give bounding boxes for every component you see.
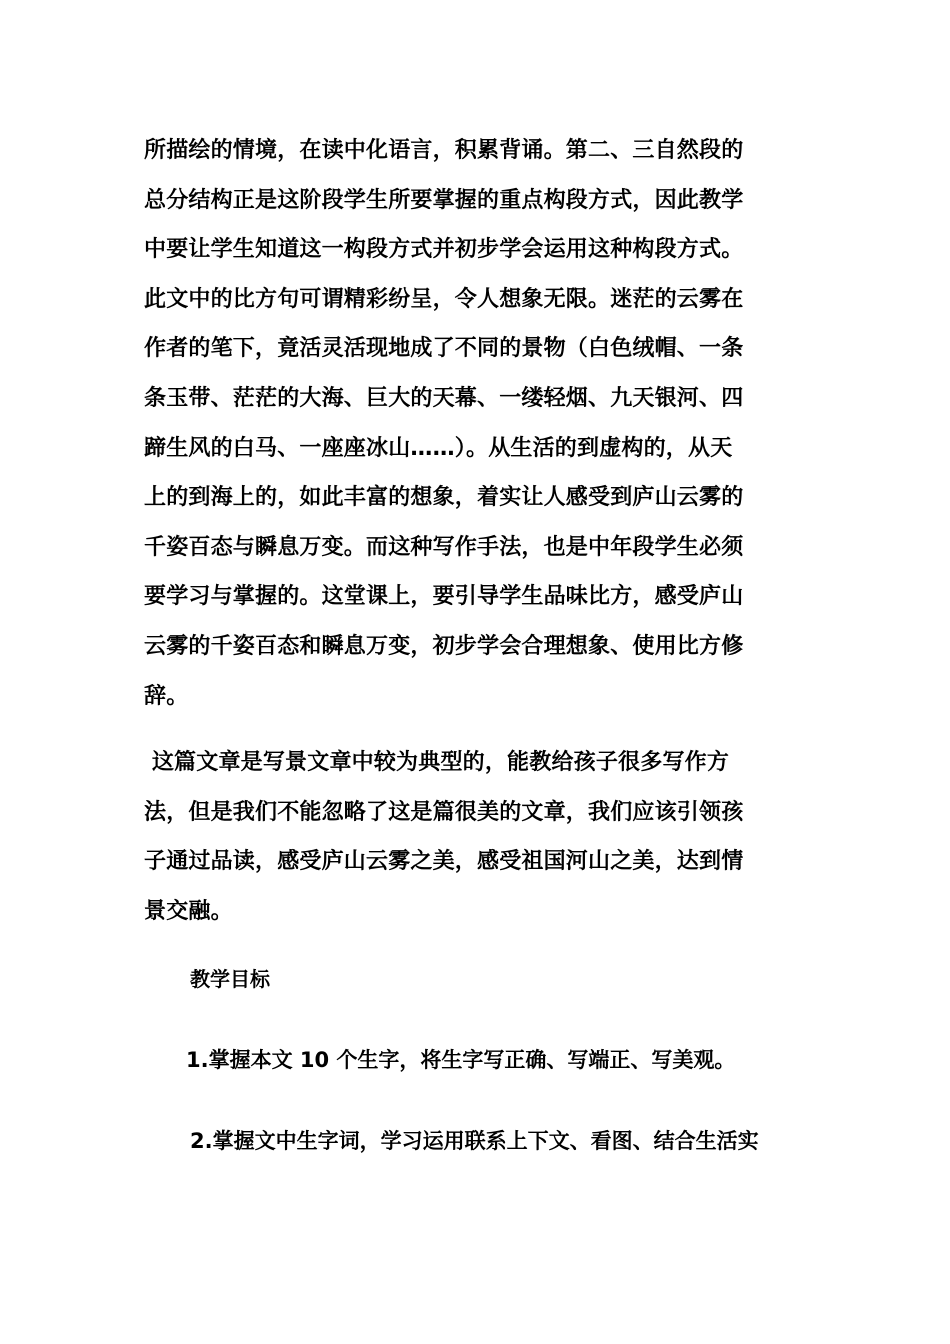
text-line: 作者的笔下，竟活灵活现地成了不同的景物（白色绒帽、一条 xyxy=(144,336,744,362)
text-line: 景交融。 xyxy=(144,898,233,924)
text-line: 这篇文章是写景文章中较为典型的，能教给孩子很多写作方 xyxy=(144,750,730,775)
text-line: 辞。 xyxy=(144,683,189,709)
text-line: 此文中的比方句可谓精彩纷呈，令人想象无限。迷茫的云雾在 xyxy=(144,286,744,312)
goal-item: 2.掌握文中生字词，学习运用联系上下文、看图、结合生活实 xyxy=(190,1129,759,1153)
text-line: 要学习与掌握的。这堂课上，要引导学生品味比方，感受庐山 xyxy=(144,584,744,610)
text-line: 法，但是我们不能忽略了这是篇很美的文章，我们应该引领孩 xyxy=(144,799,744,825)
text-line: 条玉带、茫茫的大海、巨大的天幕、一缕轻烟、九天银河、四 xyxy=(144,385,744,411)
text-line: 蹄生风的白马、一座座冰山……）。从生活的到虚构的，从天 xyxy=(144,435,733,461)
text-line: 云雾的千姿百态和瞬息万变，初步学会合理想象、使用比方修 xyxy=(144,633,744,659)
paragraph-article-beauty xyxy=(144,738,804,936)
text-line: 所描绘的情境，在读中化语言，积累背诵。第二、三自然段的 xyxy=(144,138,744,163)
goal-item: 1.掌握本文 10 个生字，将生字写正确、写端正、写美观。 xyxy=(186,1048,736,1072)
text-line: 千姿百态与瞬息万变。而这种写作手法，也是中年段学生必须 xyxy=(144,534,744,560)
text-line: 总分结构正是这阶段学生所要掌握的重点构段方式，因此教学 xyxy=(144,187,744,213)
paragraph-teaching-analysis xyxy=(144,126,804,721)
text-line: 中要让学生知道这一构段方式并初步学会运用这种构段方式。 xyxy=(144,237,744,263)
text-line: 上的到海上的，如此丰富的想象，着实让人感受到庐山云雾的 xyxy=(144,485,744,511)
text-line: 子通过品读，感受庐山云雾之美，感受祖国河山之美，达到情 xyxy=(144,849,744,875)
section-heading-teaching-goals: 教学目标 xyxy=(190,967,270,991)
